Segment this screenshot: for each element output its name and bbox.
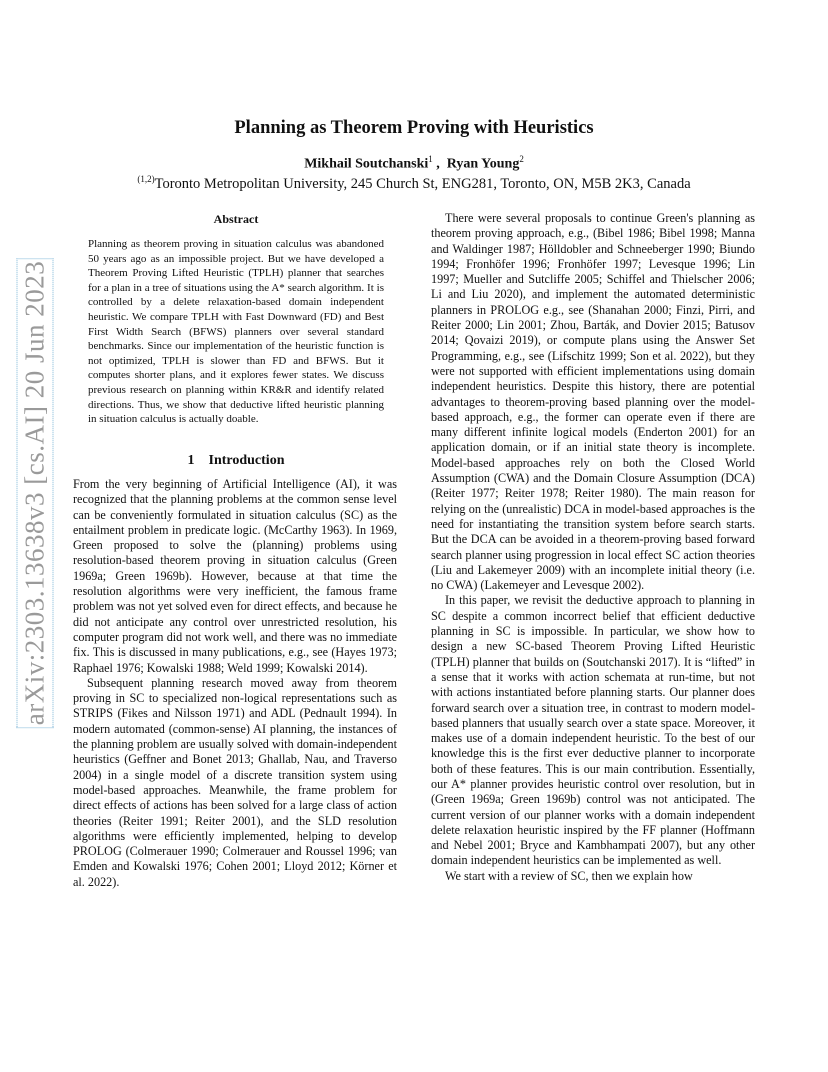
affiliation (0, 169, 828, 194)
author-affil-marker: 2 (519, 154, 524, 164)
affiliation-text: Toronto Metropolitan University, 245 Church St, ENG281, Toronto, ON, M5B 2K3, Canada (154, 175, 691, 192)
paragraph: There were several proposals to continue Green's planning as theorem proving approach, e.g., (Bibel 1986; Bibel 1998; Manna and Waldinger 1987; Hölldobler and Schneeberger 1990; Biundo 1994; Fronhöfer 1996; Fronhöfer 1997; Levesque 1996; Lin 1997; Mueller and Sutcliffe 2005; Schiffel and Thielscher 2006; Li and Liu 2020), and implement the automated deterministic planners in PROLOG e.g., see (Shanahan 2000; Finzi, Pirri, and Reiter 2000; Lin 2001; Zhou, Barták, and Dovier 2015; Batusov 2014; Qovaizi 2019), or compute plans using the Answer Set Programming, e.g., see (Lifschitz 1999; Son et al. 2022), but they were not supported with efficient implementations using domain independent heuristics. Despite this history, there are potential advantages to theorem-proving based planning over the model-based approach, e.g., the former can operate even if there are many different infinite logical models (Enderton 2001) for an application domain, or if an initial state theory is incomplete. Model-based approaches rely on both the Closed World Assumption (CWA) and the Domain Closure Assumption (DCA) (Reiter 1977; Reiter 1978; Reiter 1980). The main reason for relying on the (unrealistic) DCA in model-based approaches is the need for instantiating the transition system before search starts. But the DCA can be avoided in a theorem-proving based forward search planner using progression in local effect SC action theories (Liu and Lakemeyer 2009) with an incomplete initial theory (i.e. no CWA) (Lakemeyer and Levesque 2002). (431, 211, 755, 593)
left-column (73, 477, 397, 890)
abstract-heading: Abstract (213, 212, 259, 226)
right-column (431, 211, 755, 884)
section-heading (72, 453, 400, 469)
author-separator: , (436, 156, 440, 172)
section-number: 1 (187, 453, 195, 468)
paragraph: From the very beginning of Artificial Intelligence (AI), it was recognized that the planning problems at the common sense level can be conveniently formulated in situation calculus (SC) as the entailment problem in predicate logic. (McCarthy 1963). In 1969, Green proposed to solve the (planning) problems using resolution-based theorem proving in situation calculus (Green 1969a; Green 1969b). However, because at that time the resolution algorithms were very inefficient, the famous frame problem was not yet solved even for direct effects, and because he did not anticipate any control over unrestricted resolution, his computer program did not work well, and there was no immediate fix. This is discussed in many publications, e.g., see (Hayes 1973; Raphael 1976; Kowalski 1988; Weld 1999; Kowalski 2014). (73, 477, 397, 675)
arxiv-sidebar (19, 258, 50, 728)
author-name: Mikhail Soutchanski (304, 156, 429, 172)
abstract-body: Planning as theorem proving in situation calculus was abandoned 50 years ago as an impossible project. But we have developed a Theorem Proving Lifted Heuristic (TPLH) planner that searches for a plan in a tree of situations using the A* search algorithm. It is controlled by a delete relaxation-based domain independent heuristic. We compare TPLH with Fast Downward (FD) and Best First Width Search (BFWS) planners over several standard benchmarks. Since our implementation of the heuristic function is not optimized, TPLH is slower than FD and BFWS. But it computes shorter plans, and it explores fewer states. We discuss previous research on planning within KR&R and identify related directions. Thus, we show that deductive lifted heuristic planning in situation calculus is actually doable. (88, 238, 384, 426)
author-affil-marker: 1 (428, 154, 433, 164)
author-name: Ryan Young (446, 156, 520, 172)
affiliation-marker: (1,2) (137, 174, 155, 184)
paper-title: Planning as Theorem Proving with Heuristics (234, 118, 594, 138)
paragraph: In this paper, we revisit the deductive approach to planning in SC despite a common incorrect belief that efficient deductive planning in SC is impossible. In particular, we show how to design a new SC-based Theorem Proving Lifted Heuristic (TPLH) planner that builds on (Soutchanski 2017). It is “lifted” in a sense that it works with action schemata at run-time, but not with actions instantiated before planning starts. Our planner does forward search over a situation tree, in contrast to modern model-based planners that usually search over a state space. Moreover, it makes use of a domain independent heuristic. To the best of our knowledge this is the first ever deductive planner to incorporate both of these features. This is our main contribution. Essentially, our A* planner provides heuristic control over resolution, but in (Green 1969a; Green 1969b) control was not anticipated. The current version of our planner works with a domain independent delete relaxation heuristic inspired by the FF planner (Hoffmann and Nebel 2001; Bryce and Kambhampati 2007), but any other domain independent heuristics can be implemented as well. (431, 593, 755, 868)
section-title: Introduction (208, 453, 285, 468)
paragraph: Subsequent planning research moved away from theorem proving in SC to specialized non-logical representations such as STRIPS (Fikes and Nilsson 1971) and ADL (Pednault 1994). In modern automated (common-sense) AI planning, the instances of the planning problem are usually solved with domain-independent heuristics (Geffner and Bonet 2013; Ghallab, Nau, and Traverso 2004) in a single model of a discrete transition system using model-based approaches. Meanwhile, the frame problem for direct effects of actions has been solved for a large class of action theories (Reiter 1991; Reiter 2001), and the SLD resolution algorithms were efficiently implemented, helping to develop PROLOG (Colmerauer 1990; Colmerauer and Roussel 1996; van Emden and Kowalski 1976; Cohen 2001; Lloyd 2012; Körner et al. 2022). (73, 675, 397, 889)
arxiv-identifier: arXiv:2303.13638v3 [cs.AI] 20 Jun 2023 (19, 260, 50, 726)
paragraph: We start with a review of SC, then we explain how (445, 868, 693, 883)
